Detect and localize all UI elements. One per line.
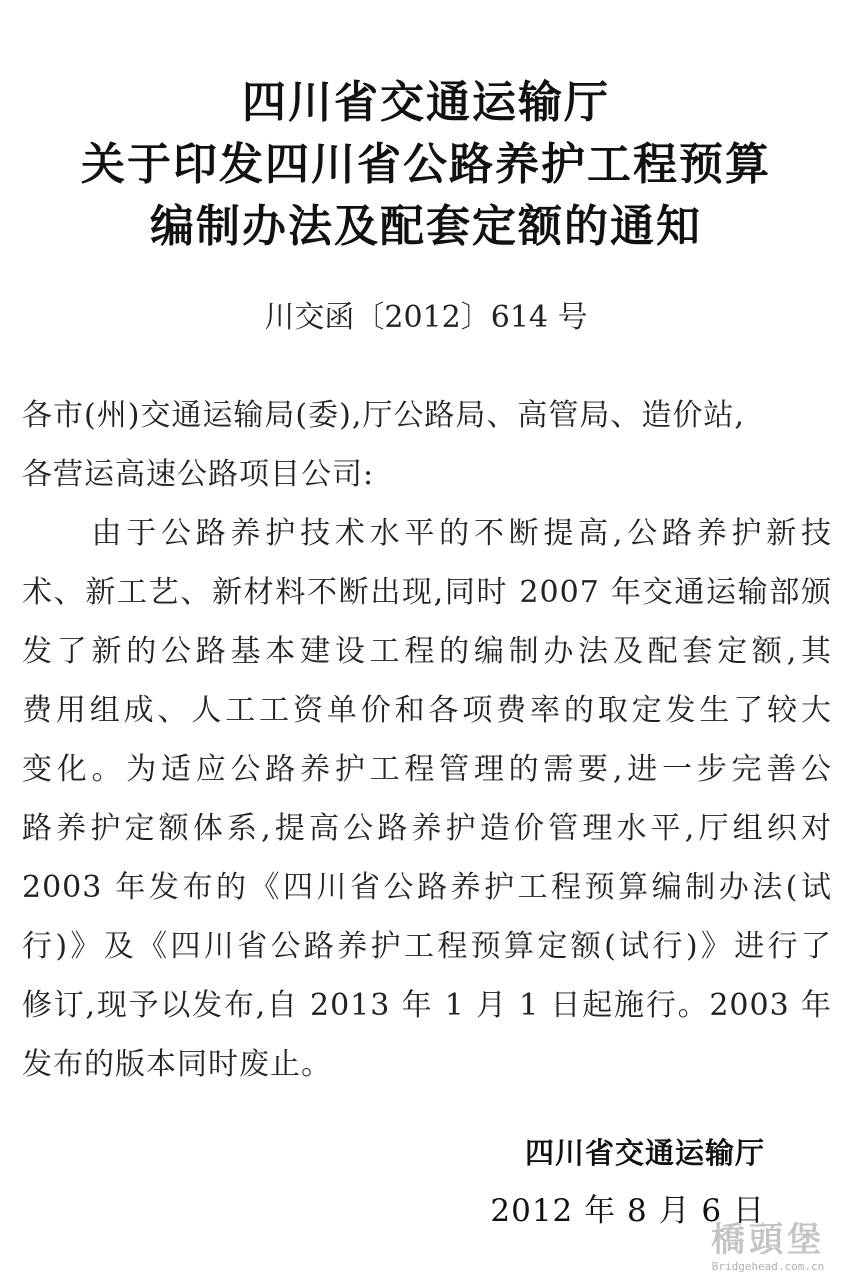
body-line: 术、新工艺、新材料不断出现,同时 2007 年交通运输部颁 <box>22 575 832 610</box>
body-line: 行)》及《四川省公路养护工程预算定额(试行)》进行了 <box>22 929 832 964</box>
body-line-addressee: 各市(州)交通运输局(委),厅公路局、高管局、造价站, <box>22 398 745 433</box>
body-line-addressee: 各营运高速公路项目公司: <box>22 457 375 492</box>
body-line: 变化。为适应公路养护工程管理的需要,进一步完善公 <box>22 752 832 787</box>
body-line: 发了新的公路基本建设工程的编制办法及配套定额,其 <box>22 634 832 669</box>
title-line: 四川省交通运输厅 <box>242 77 610 128</box>
body-line: 费用组成、人工工资单价和各项费率的取定发生了较大 <box>22 693 832 728</box>
watermark <box>698 1220 838 1274</box>
document-title <box>0 72 852 258</box>
body-line: 发布的版本同时废止。 <box>22 1047 332 1082</box>
title-line: 编制办法及配套定额的通知 <box>150 201 702 252</box>
watermark-logo: 橋頭堡 <box>711 1220 825 1260</box>
body-line: 2003 年发布的《四川省公路养护工程预算编制办法(试 <box>22 870 832 905</box>
title-line: 关于印发四川省公路养护工程预算 <box>81 139 771 190</box>
body-line: 路养护定额体系,提高公路养护造价管理水平,厅组织对 <box>22 811 832 846</box>
watermark-url: Bridgehead.com.cn <box>711 1260 825 1273</box>
signature-organization: 四川省交通运输厅 <box>524 1136 765 1170</box>
signature-block <box>0 1124 765 1240</box>
signature-date: 2012 年 8 月 6 日 <box>490 1193 765 1229</box>
body-line: 由于公路养护技术水平的不断提高,公路养护新技 <box>22 516 832 551</box>
body-line: 修订,现予以发布,自 2013 年 1 月 1 日起施行。2003 年 <box>22 988 832 1023</box>
document-number: 川交函〔2012〕614 号 <box>264 300 588 335</box>
document-body <box>22 386 832 1094</box>
